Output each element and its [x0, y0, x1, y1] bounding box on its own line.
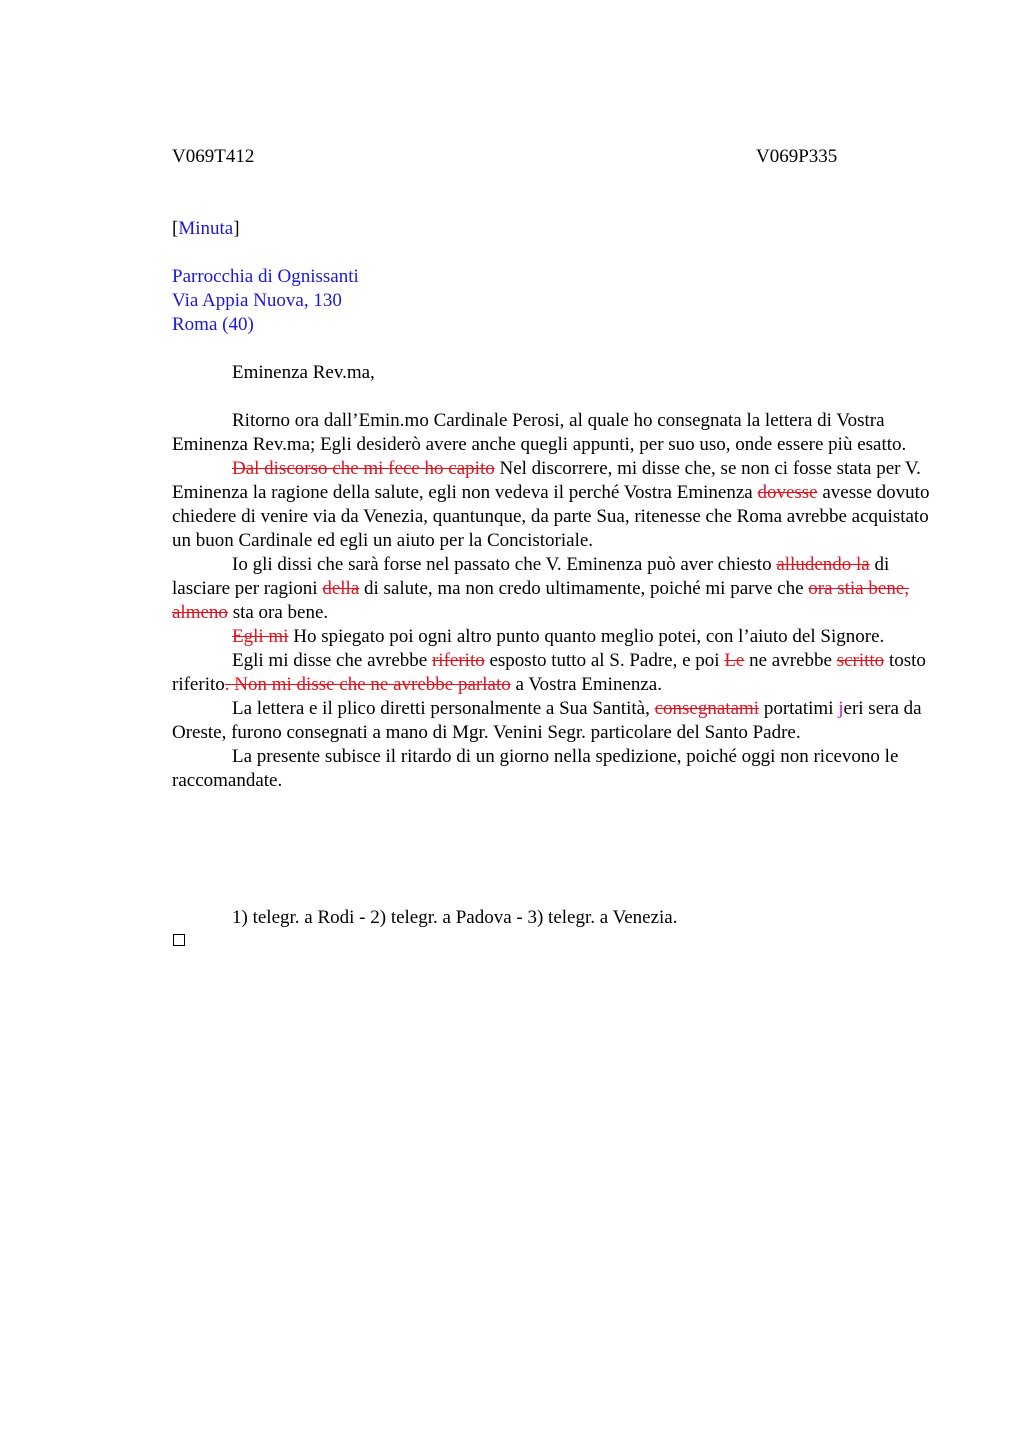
minuta-close-bracket: ]: [233, 218, 240, 239]
document-code-left: V069T412: [172, 146, 255, 167]
paragraph-7: La presente subisce il ritardo di un giorno nella spedizione, poiché oggi non ricevono le raccomandate.: [172, 746, 899, 791]
telegram-notes: 1) telegr. a Rodi - 2) telegr. a Padova - 3) telegr. a Venezia.: [232, 907, 678, 928]
deletion: riferito: [431, 650, 485, 671]
paragraph-6: [172, 697, 932, 745]
text-span: Nel discorrere, mi disse che, se non ci fosse stata per V. Eminenza la ragione della salute, egli non vedeva il perché Vostra Eminenza: [172, 458, 921, 503]
deletion: Dal discorso che mi fece ho capito: [232, 458, 495, 479]
salutation: Eminenza Rev.ma,: [232, 362, 375, 383]
text-span: eri sera da Oreste, furono consegnati a mano di Mgr. Venini Segr. particolare del Santo Padre.: [172, 698, 922, 743]
text-span: esposto tutto al S. Padre, e poi: [484, 650, 725, 671]
deletion: Egli mi: [232, 626, 289, 647]
deletion: . Non mi disse che ne avrebbe parlato: [224, 674, 511, 695]
minuta-text: Minuta: [178, 218, 234, 239]
address-line-street: Via Appia Nuova, 130: [172, 290, 342, 311]
minuta-open-bracket: [: [172, 218, 179, 239]
insertion: j: [838, 698, 844, 719]
deletion: ora stia bene, almeno: [172, 578, 910, 623]
minuta-label: [172, 218, 240, 240]
deletion: alludendo la: [776, 554, 870, 575]
text-span: tosto riferito: [172, 650, 926, 695]
text-span: di lasciare per ragioni: [172, 554, 890, 599]
text-span: ne avrebbe: [744, 650, 837, 671]
text-span: Ho spiegato poi ogni altro punto quanto meglio potei, con l’aiuto del Signore.: [288, 626, 885, 647]
paragraph-3: [172, 553, 932, 625]
text-span: a Vostra Eminenza.: [510, 674, 662, 695]
document-code-right: V069P335: [756, 146, 838, 167]
deletion: dovesse: [757, 482, 818, 503]
sender-address: [172, 265, 359, 337]
deletion: della: [322, 578, 360, 599]
checkbox-icon: [173, 934, 185, 946]
paragraph-2: [172, 457, 932, 553]
text-span: avesse dovuto chiedere di venire via da Venezia, quantunque, da parte Sua, ritenesse che Roma avrebbe acquistato un buon Cardinale ed egli un aiuto per la Concistoriale.: [172, 482, 930, 551]
paragraph-4: [172, 625, 932, 649]
text-span: portatimi: [759, 698, 839, 719]
address-line-city: Roma (40): [172, 314, 254, 335]
text-span: Egli mi disse che avrebbe: [232, 650, 432, 671]
text-span: La lettera e il plico diretti personalmente a Sua Santità,: [232, 698, 655, 719]
deletion: consegnatami: [654, 698, 760, 719]
address-line-parish: Parrocchia di Ognissanti: [172, 266, 359, 287]
deletion: Le: [724, 650, 745, 671]
letter-body: [172, 361, 932, 793]
text-span: sta ora bene.: [227, 602, 329, 623]
paragraph-1: Ritorno ora dall’Emin.mo Cardinale Perosi, al quale ho consegnata la lettera di Vostra Eminenza Rev.ma; Egli desiderò avere anche quegli appunti, per suo uso, onde essere più esatto.: [172, 410, 907, 455]
deletion: scritto: [836, 650, 885, 671]
text-span: di salute, ma non credo ultimamente, poiché mi parve che: [359, 578, 809, 599]
paragraph-5: [172, 649, 932, 697]
text-span: Io gli dissi che sarà forse nel passato che V. Eminenza può aver chiesto: [232, 554, 777, 575]
